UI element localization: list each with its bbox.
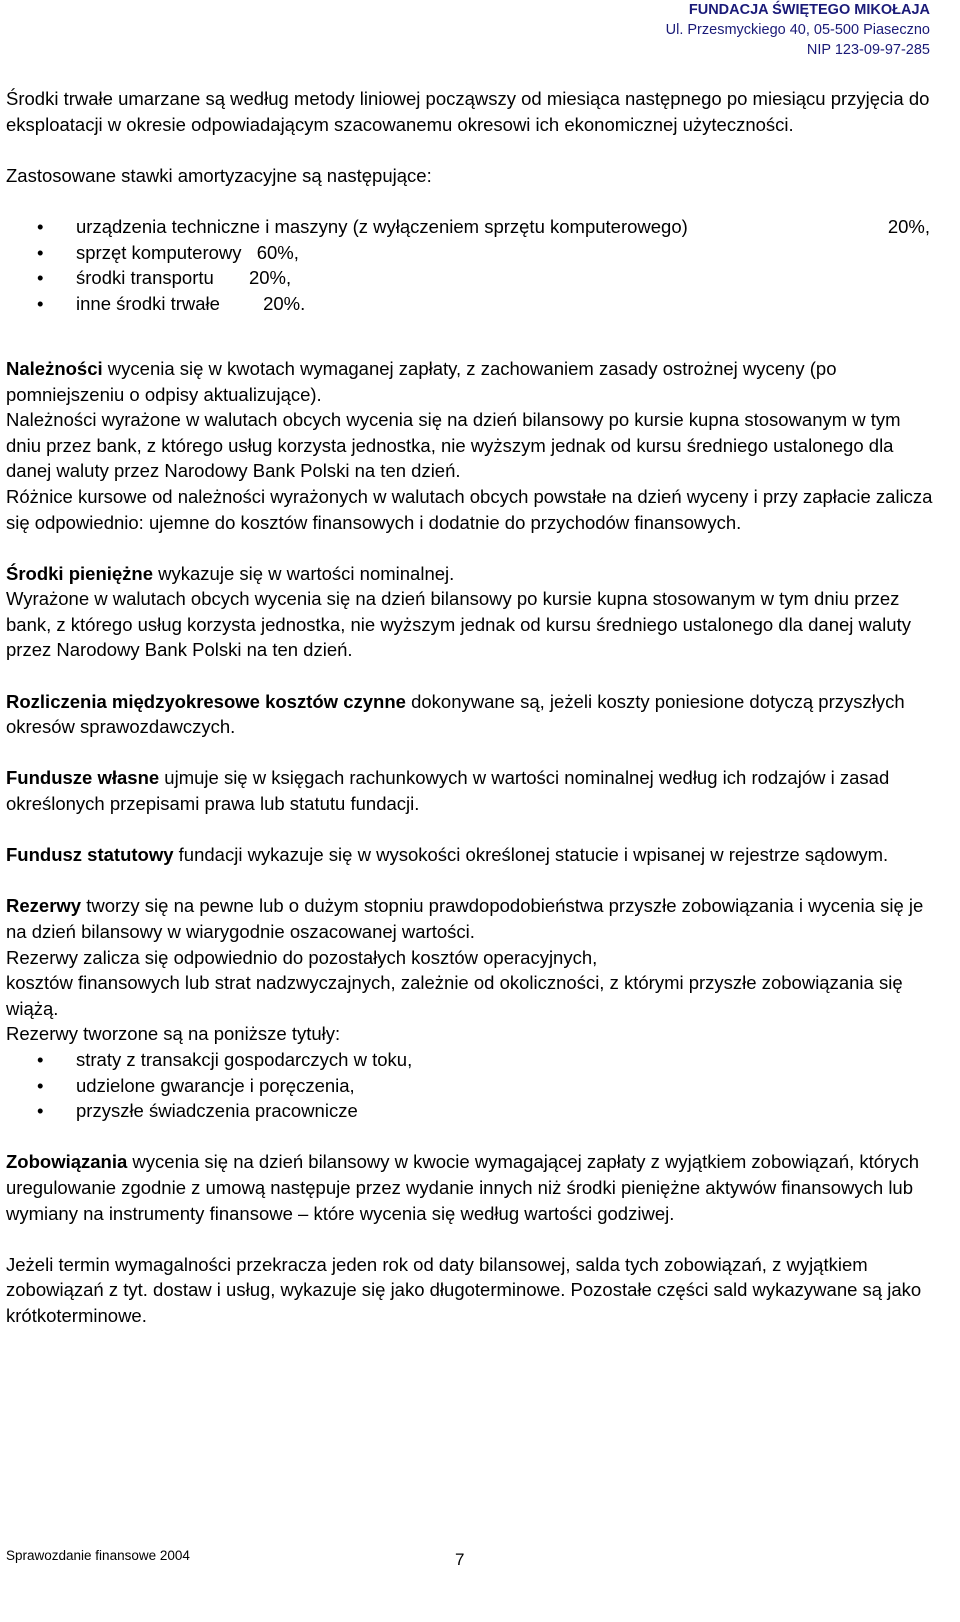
page-number: 7 xyxy=(455,1550,465,1569)
bullet-icon: • xyxy=(37,267,44,289)
organization-name: FUNDACJA ŚWIĘTEGO MIKOŁAJA xyxy=(688,2,930,18)
paragraph-depreciation-rates-intro: Zastosowane stawki amortyzacyjne są następujące: xyxy=(6,164,432,186)
paragraph-receivables: Należności wycenia się w kwotach wymaganej zapłaty, z zachowaniem zasady ostrożnej wyceny (po pomniejszeniu o odpisy aktualizujące). xyxy=(6,357,837,405)
paragraph-long-term-liabilities: Jeżeli termin wymagalności przekracza jeden rok od daty bilansowej, salda tych zobowiązań, z wyjątkiem zobowiązań z tyt. dostaw i usług, wykazuje się jako długoterminowe. Pozostałe części sald wykazywane są jako krótkoterminowe. xyxy=(6,1253,922,1326)
rate-item xyxy=(6,291,936,317)
rate-item xyxy=(6,240,936,266)
paragraph-cash-foreign: Wyrażone w walutach obcych wycenia się na dzień bilansowy po kursie kupna stosowanym w tym dniu przez bank, z którego usług korzysta jednostka, nie wyższym jednak od kursu średniego ustalonego dla danej waluty przez Narodowy Bank Polski na ten dzień. xyxy=(6,588,911,661)
paragraph-liabilities: Zobowiązania wycenia się na dzień bilansowy w kwocie wymagającej zapłaty z wyjątkiem zobowiązań, których uregulowanie zgodnie z umową następuje przez wydanie innych niż środki pieniężne aktywów finansowych lub wymiany na instrumenty finansowe – które wycenia się według wartości godziwej. xyxy=(6,1151,920,1224)
depreciation-rates-list xyxy=(6,214,936,316)
bullet-icon: • xyxy=(37,1074,44,1096)
paragraph-reserves-costs: Rezerwy zalicza się odpowiednio do pozostałych kosztów operacyjnych, xyxy=(6,946,598,968)
rate-label: urządzenia techniczne i maszyny (z wyłączeniem sprzętu komputerowego) xyxy=(76,215,688,237)
heading-receivables: Należności xyxy=(6,357,103,379)
heading-prepayments: Rozliczenia międzyokresowe kosztów czynne xyxy=(6,690,406,712)
bullet-icon: • xyxy=(37,1048,44,1070)
paragraph-receivables-fx: Różnice kursowe od należności wyrażonych w walutach obcych powstałe na dzień wyceny i przy zapłacie zalicza się odpowiednio: ujemne do kosztów finansowych i dodatnie do przychodów finansowych. xyxy=(6,485,933,533)
rate-label: inne środki trwałe xyxy=(76,292,220,314)
rate-label: sprzęt komputerowy xyxy=(76,241,242,263)
heading-statutory-fund: Fundusz statutowy xyxy=(6,844,174,866)
rate-value: 20%, xyxy=(248,267,292,289)
organization-nip: NIP 123-09-97-285 xyxy=(806,42,930,58)
reserve-item: • udzielone gwarancje i poręczenia, xyxy=(6,1073,936,1099)
organization-address: Ul. Przesmyckiego 40, 05-500 Piaseczno xyxy=(665,22,930,38)
bullet-icon: • xyxy=(37,241,44,263)
document-body xyxy=(6,86,936,1329)
heading-own-funds: Fundusze własne xyxy=(6,767,160,789)
reserves-list xyxy=(6,1047,936,1124)
rate-value: 20%. xyxy=(263,292,306,314)
bullet-icon: • xyxy=(37,1100,44,1122)
paragraph-cash: Środki pieniężne wykazuje się w wartości nominalnej. xyxy=(6,562,455,584)
rate-item xyxy=(6,265,936,291)
paragraph-own-funds: Fundusze własne ujmuje się w księgach rachunkowych w wartości nominalnej według ich rodzajów i zasad określonych przepisami prawa lub statutu fundacji. xyxy=(6,767,890,815)
heading-cash: Środki pieniężne xyxy=(6,562,154,584)
reserve-item: • przyszłe świadczenia pracownicze xyxy=(6,1098,936,1124)
reserve-item: • straty z transakcji gospodarczych w toku, xyxy=(6,1047,936,1073)
rate-item xyxy=(6,214,936,240)
rate-value: 20%, xyxy=(887,215,930,237)
paragraph-reserves: Rezerwy tworzy się na pewne lub o dużym stopniu prawdopodobieństwa przyszłe zobowiązania i wycenia się je na dzień bilansowy w wiarygodnie oszacowanej wartości. xyxy=(6,895,924,942)
paragraph-reserves-titles: Rezerwy tworzone są na poniższe tytuły: xyxy=(6,1023,341,1045)
paragraph-receivables-foreign: Należności wyrażone w walutach obcych wycenia się na dzień bilansowy po kursie kupna stosowanym w tym dniu przez bank, z którego usług korzysta jednostka, nie wyższym jednak od kursu średniego ustalonego dla danej waluty przez Narodowy Bank Polski na ten dzień. xyxy=(6,409,901,482)
paragraph-reserves-finance: kosztów finansowych lub strat nadzwyczajnych, zależnie od okoliczności, z którymi przyszłe zobowiązania się wiążą. xyxy=(6,972,903,1019)
paragraph-depreciation-method: Środki trwałe umarzane są według metody liniowej począwszy od miesiąca następnego po miesiącu przyjęcia do eksploatacji w okresie odpowiadającym szacowanemu okresowi ich ekonomicznej użyteczności. xyxy=(6,88,930,135)
bullet-icon: • xyxy=(37,292,44,314)
footer-title: Sprawozdanie finansowe 2004 xyxy=(6,1548,190,1563)
heading-liabilities: Zobowiązania xyxy=(6,1151,128,1173)
bullet-icon: • xyxy=(37,215,44,237)
heading-reserves: Rezerwy xyxy=(6,895,82,917)
rate-label: środki transportu xyxy=(76,267,214,289)
paragraph-prepayments: Rozliczenia międzyokresowe kosztów czynne dokonywane są, jeżeli koszty poniesione dotyczą przyszłych okresów sprawozdawczych. xyxy=(6,690,905,738)
page-header xyxy=(666,0,930,60)
rate-value: 60%, xyxy=(256,241,299,263)
paragraph-statutory-fund: Fundusz statutowy fundacji wykazuje się w wysokości określonej statucie i wpisanej w rejestrze sądowym. xyxy=(6,844,889,866)
